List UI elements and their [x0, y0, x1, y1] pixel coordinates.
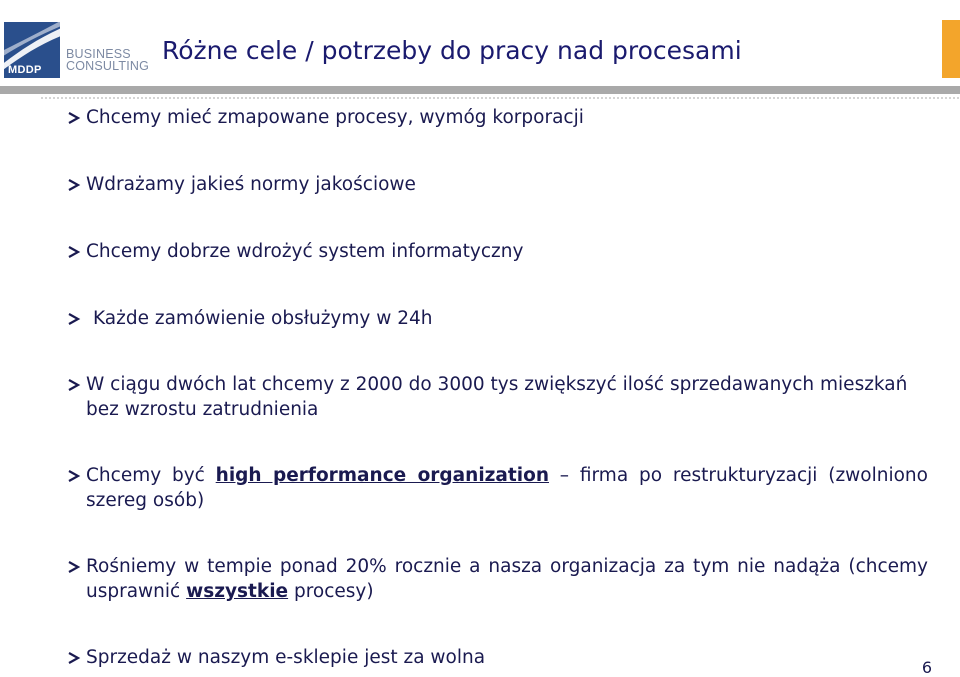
bullet-text: Sprzedaż w naszym e-sklepie jest za wolna — [86, 647, 486, 668]
bullet-text — [86, 554, 928, 604]
bullet-text — [86, 463, 928, 513]
bullet-text-lead: Rośniemy w tempie ponad 20% rocznie a nasza organizacja za tym nie nadąża (chcemy usprawnić — [86, 556, 928, 602]
arrowhead-bullet-icon — [66, 463, 84, 488]
bullet-text: Chcemy mieć zmapowane procesy, wymóg korporacji — [86, 107, 584, 128]
logo-line-business: BUSINESS — [66, 47, 131, 61]
bullet-text-tail: procesy) — [288, 581, 374, 602]
arrowhead-bullet-icon — [66, 172, 84, 197]
page-number: 6 — [921, 658, 932, 677]
bullet-item — [66, 306, 928, 331]
arrowhead-bullet-icon — [66, 239, 84, 264]
arrowhead-bullet-icon — [66, 306, 84, 331]
bullet-text: W ciągu dwóch lat chcemy z 2000 do 3000 tys zwiększyć ilość sprzedawanych mieszkań bez wzrostu zatrudnienia — [86, 374, 908, 420]
bullet-text: Chcemy dobrze wdrożyć system informatyczny — [86, 241, 524, 262]
bullet-item — [66, 372, 928, 422]
emphasized-word: wszystkie — [186, 581, 289, 602]
arrowhead-bullet-icon — [66, 645, 84, 670]
logo-mark — [4, 22, 60, 78]
bullet-text: Wdrażamy jakieś normy jakościowe — [86, 174, 416, 195]
arrowhead-bullet-icon — [66, 554, 84, 579]
dotted-divider — [40, 97, 960, 99]
bullet-item — [66, 645, 928, 670]
arrowhead-bullet-icon — [66, 105, 84, 130]
emphasized-phrase: high performance organization — [215, 465, 549, 486]
bullet-list — [66, 105, 928, 670]
bullet-item — [66, 105, 928, 130]
bullet-text: Każde zamówienie obsłużymy w 24h — [93, 308, 433, 329]
bullet-text-lead: Chcemy być — [86, 465, 216, 486]
bullet-item — [66, 554, 928, 604]
arrowhead-bullet-icon — [66, 372, 84, 397]
header-bar — [0, 86, 960, 94]
bullet-text-tail: – firma po restrukturyzacji (zwolniono szereg osób) — [86, 465, 928, 511]
bullet-item — [66, 239, 928, 264]
slide-title: Różne cele / potrzeby do pracy nad procesami — [162, 36, 742, 65]
company-logo — [4, 22, 156, 80]
logo-line-consulting: CONSULTING — [66, 59, 150, 73]
logo-wordmark — [66, 48, 149, 72]
accent-tab — [942, 20, 960, 78]
bullet-item — [66, 463, 928, 513]
bullet-item — [66, 172, 928, 197]
logo-mark-text: MDDP — [8, 64, 42, 76]
